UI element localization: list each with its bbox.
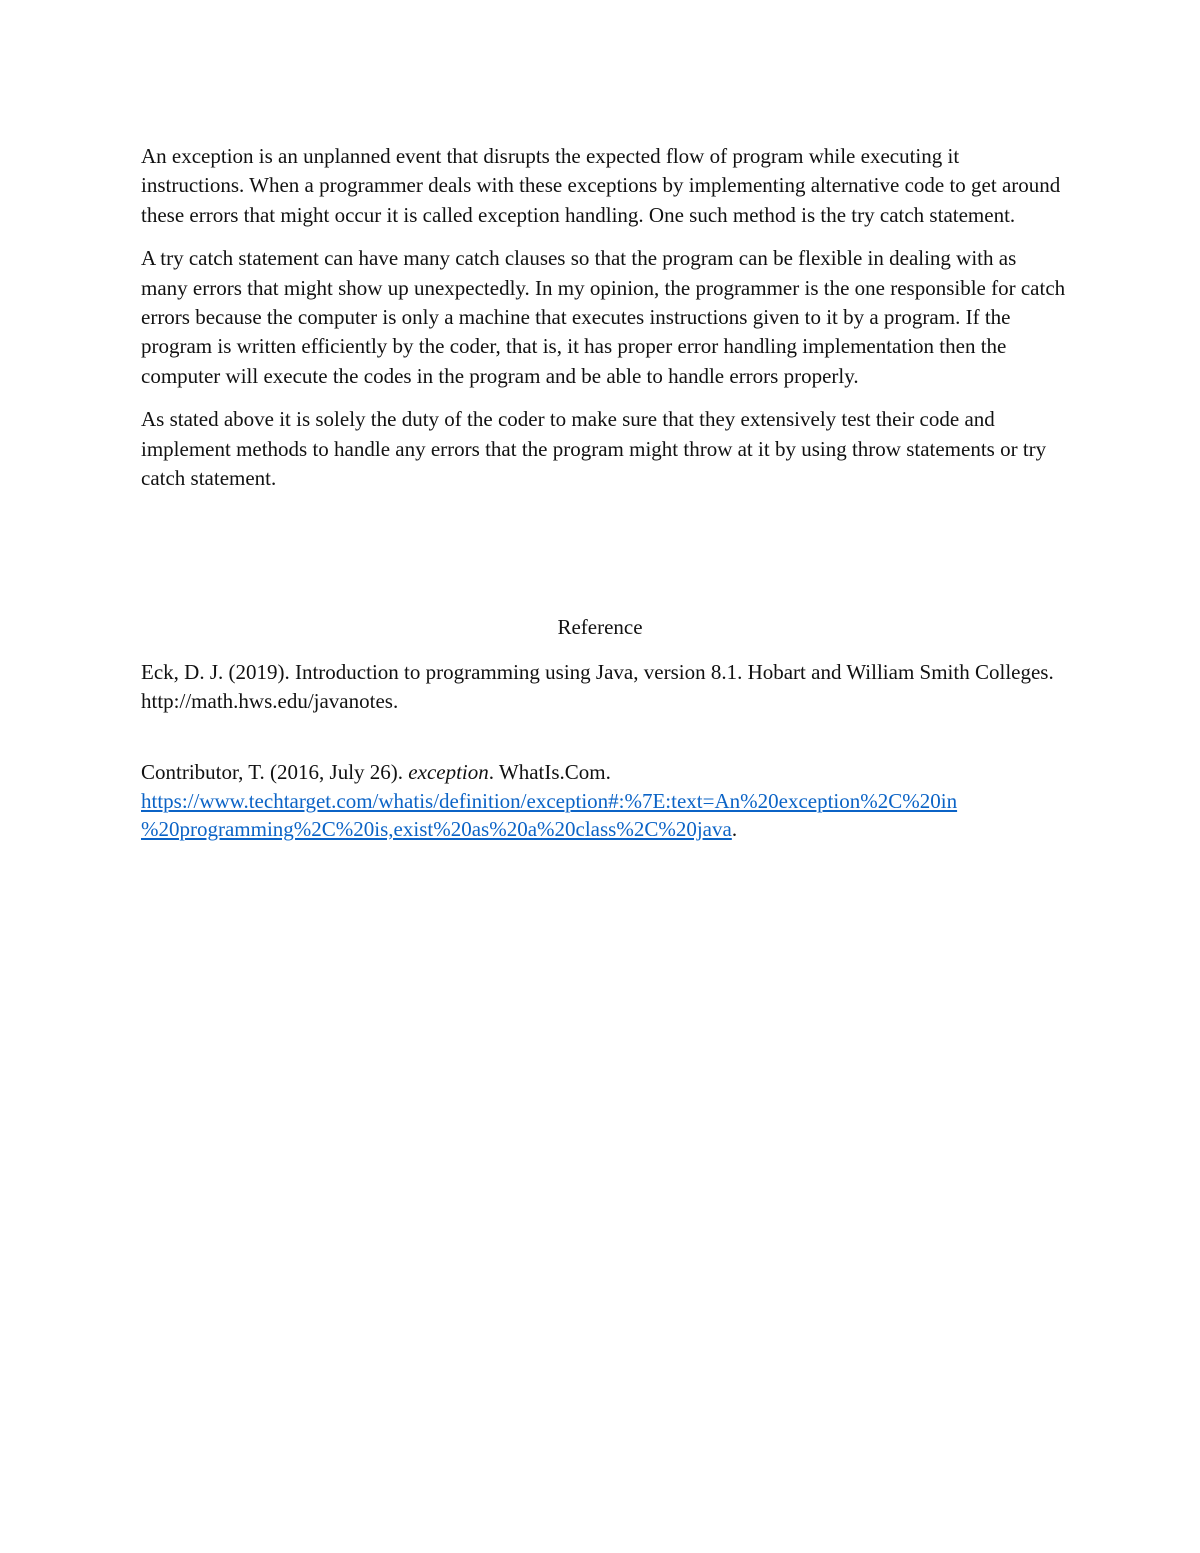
reference-entry-title: exception	[408, 760, 489, 784]
essay-body	[141, 142, 1066, 508]
paragraph-3: As stated above it is solely the duty of the coder to make sure that they extensively test their code and implement methods to handle any errors that the program might throw at it by using throw statements or try catch statement.	[141, 407, 1047, 490]
reference-entry-publisher: . WhatIs.Com.	[488, 760, 611, 784]
paragraph-1: An exception is an unplanned event that disrupts the expected flow of program while executing it instructions. When a programmer deals with these exceptions by implementing alternative code to get around these errors that might occur it is called exception handling. One such method is the try catch statement.	[141, 144, 1061, 227]
reference-entry-trailing: .	[731, 817, 738, 841]
reference-entry-prefix: Contributor, T. (2016, July 26).	[141, 760, 409, 784]
reference-entry-eck: Eck, D. J. (2019). Introduction to programming using Java, version 8.1. Hobart and William Smith Colleges. http://math.hws.edu/javanotes.	[141, 660, 1054, 713]
paragraph-2: A try catch statement can have many catch clauses so that the program can be flexible in dealing with as many errors that might show up unexpectedly. In my opinion, the programmer is the one responsible for catch errors because the computer is only a machine that executes instructions given to it by a program. If the program is written efficiently by the coder, that is, it has proper error handling implementation then the computer will execute the codes in the program and be able to handle errors properly.	[141, 246, 1066, 388]
reference-link-line-1: https://www.techtarget.com/whatis/definition/exception#:%7E:text=An%20exception%2C%20in	[141, 788, 958, 813]
reference-heading: Reference	[557, 615, 643, 639]
reference-entry-techtarget	[141, 758, 1066, 844]
reference-link[interactable]	[141, 789, 957, 842]
reference-link-line-2: %20programming%2C%20is,exist%20as%20a%20class%2C%20java	[141, 817, 732, 841]
